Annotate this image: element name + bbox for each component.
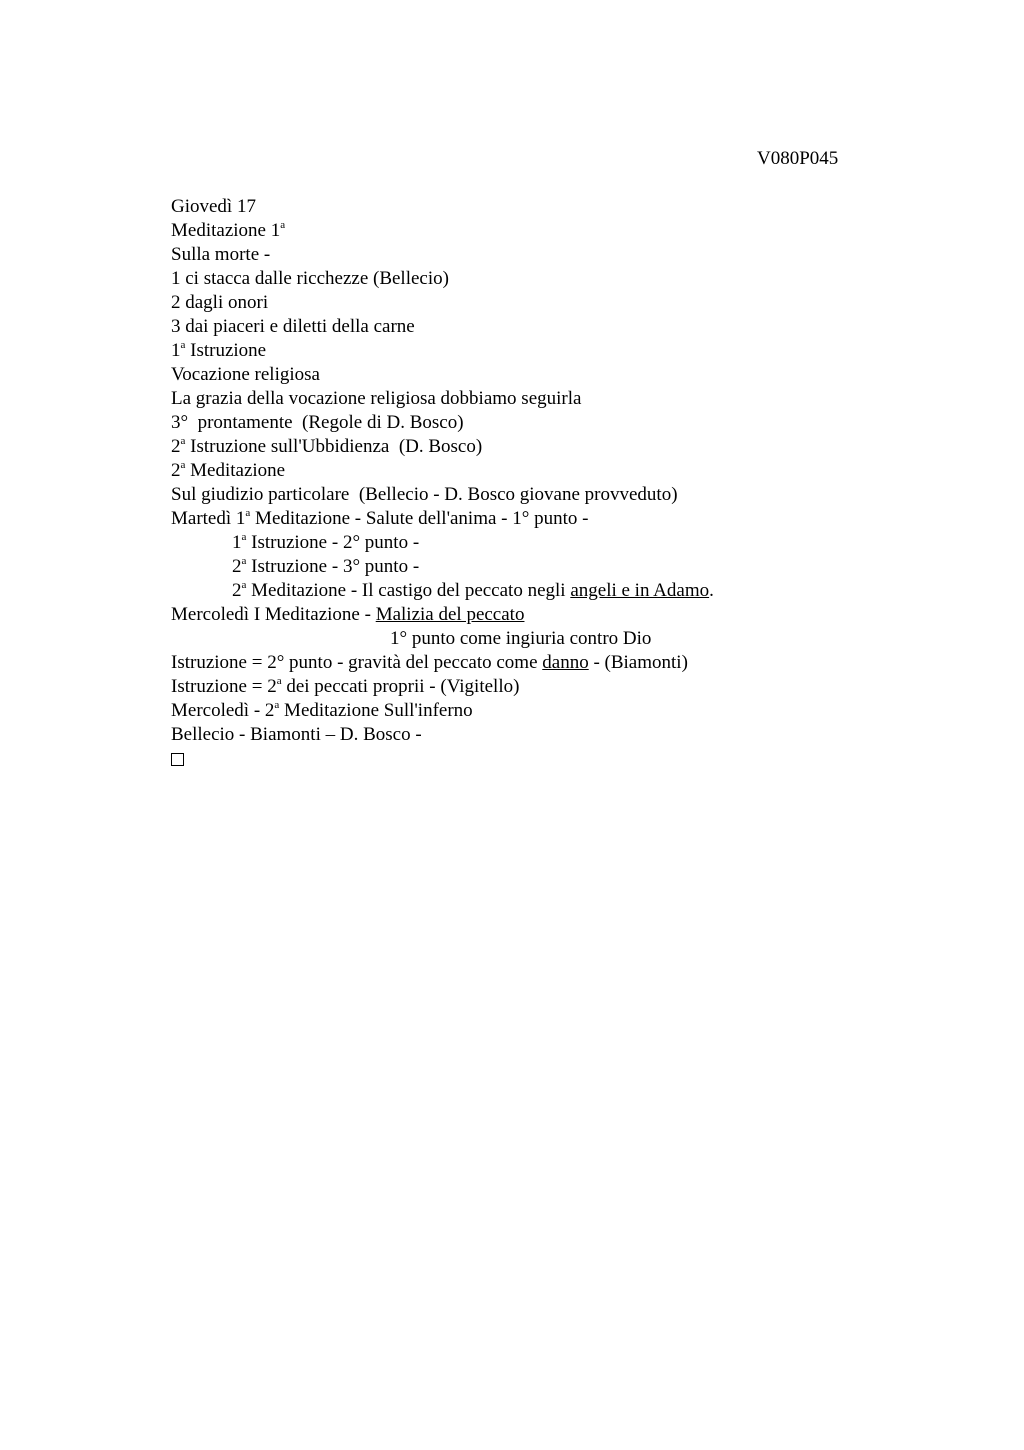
superscript: a (245, 506, 251, 519)
line-text: Meditazione (185, 460, 286, 481)
line-text: Mercoledì - 2 (171, 700, 275, 721)
line-text: Vocazione religiosa (171, 364, 320, 385)
text-line (171, 603, 871, 627)
line-text: Istruzione - 2° punto - (246, 532, 420, 553)
line-text: Bellecio - Biamonti – D. Bosco - (171, 724, 422, 745)
text-line (171, 267, 871, 291)
line-text: 1 (232, 532, 242, 553)
text-line (171, 411, 871, 435)
line-text: Istruzione - 3° punto - (246, 556, 420, 577)
line-text: Meditazione - Il castigo del peccato negli (246, 580, 571, 601)
line-text: 1 ci stacca dalle ricchezze (Bellecio) (171, 268, 449, 289)
underlined-text: danno (542, 652, 589, 673)
line-text: Sul giudizio particolare (Bellecio - D. Bosco giovane provveduto) (171, 484, 678, 505)
line-text: - (Biamonti) (588, 652, 688, 673)
line-text: Mercoledì I Meditazione - (171, 604, 376, 625)
page-id: V080P045 (757, 148, 839, 169)
end-mark-line (171, 747, 871, 771)
line-text: 2 dagli onori (171, 292, 269, 313)
text-line-indented (171, 531, 871, 555)
line-text: Sulla morte - (171, 244, 271, 265)
line-text: 3° prontamente (Regole di D. Bosco) (171, 412, 464, 433)
underlined-text: Malizia del peccato (375, 604, 525, 625)
line-text: La grazia della vocazione religiosa dobbiamo seguirla (171, 388, 582, 409)
text-line-indented (171, 579, 871, 603)
line-text: Istruzione sull'Ubbidienza (D. Bosco) (185, 436, 483, 457)
superscript: a (241, 578, 247, 591)
text-line-indented (171, 627, 871, 651)
text-line (171, 483, 871, 507)
line-text: 1 (171, 340, 181, 361)
text-line (171, 723, 871, 747)
line-text: . (709, 580, 714, 601)
line-text: 2 (171, 436, 181, 457)
line-text: Martedì 1 (171, 508, 246, 529)
text-line (171, 219, 871, 243)
line-text: Istruzione = 2 (171, 676, 277, 697)
text-line (171, 291, 871, 315)
text-line (171, 675, 871, 699)
line-text: Istruzione (185, 340, 267, 361)
line-text: 3 dai piaceri e diletti della carne (171, 316, 415, 337)
superscript: a (180, 458, 186, 471)
superscript: a (276, 674, 282, 687)
superscript: a (180, 338, 186, 351)
text-line (171, 363, 871, 387)
line-text: Meditazione 1 (171, 220, 281, 241)
line-text: 2 (171, 460, 181, 481)
line-text: 2 (232, 556, 242, 577)
text-line-indented (171, 555, 871, 579)
superscript: a (280, 218, 286, 231)
line-text: 1° punto come ingiuria contro Dio (390, 628, 652, 649)
text-line (171, 315, 871, 339)
superscript: a (180, 434, 186, 447)
document-body (171, 195, 871, 771)
text-line (171, 339, 871, 363)
line-text: 2 (232, 580, 242, 601)
line-text: Meditazione - Salute dell'anima - 1° punto - (250, 508, 589, 529)
superscript: a (274, 698, 280, 711)
text-line (171, 387, 871, 411)
line-text: Meditazione Sull'inferno (279, 700, 473, 721)
line-text: Istruzione = 2° punto - gravità del peccato come (171, 652, 543, 673)
line-text: Giovedì 17 (171, 196, 256, 217)
text-line (171, 243, 871, 267)
superscript: a (241, 530, 247, 543)
line-text: dei peccati proprii - (Vigitello) (281, 676, 520, 697)
text-line (171, 435, 871, 459)
superscript: a (241, 554, 247, 567)
square-box-icon (171, 753, 184, 766)
underlined-text: angeli e in Adamo (570, 580, 710, 601)
text-line (171, 459, 871, 483)
text-line (171, 195, 871, 219)
text-line (171, 651, 871, 675)
text-line (171, 507, 871, 531)
text-line (171, 699, 871, 723)
